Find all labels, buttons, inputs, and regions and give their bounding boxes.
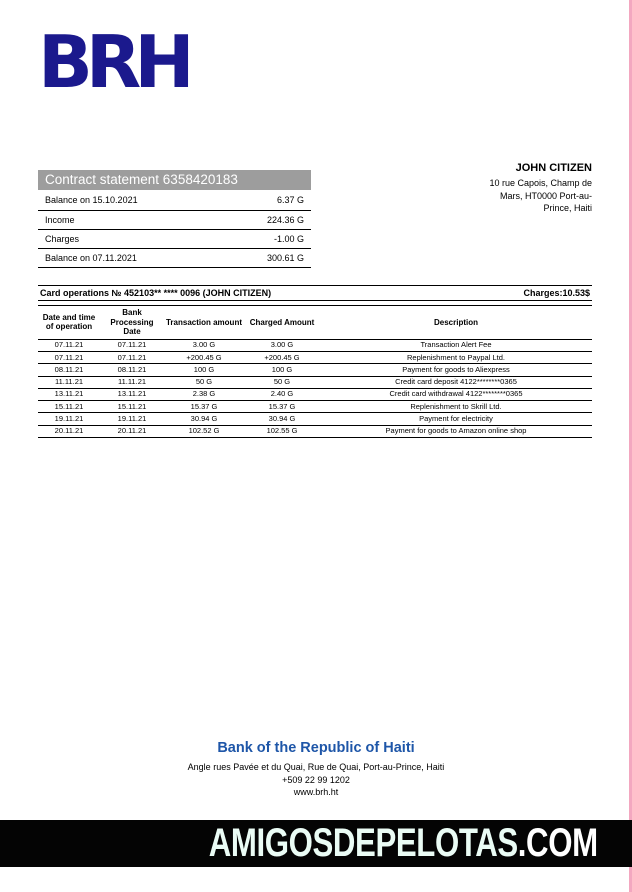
transaction-cell: 102.52 G: [164, 425, 244, 437]
transaction-cell: 20.11.21: [100, 425, 164, 437]
transaction-row: [38, 339, 592, 351]
transaction-cell: 08.11.21: [38, 364, 100, 376]
transaction-cell: 2.38 G: [164, 388, 244, 400]
transaction-cell: 11.11.21: [38, 376, 100, 388]
transaction-cell: Replenishment to Paypal Ltd.: [320, 352, 592, 364]
transaction-cell: 07.11.21: [38, 352, 100, 364]
transaction-row: [38, 376, 592, 388]
transaction-cell: 07.11.21: [38, 339, 100, 351]
bank-phone: +509 22 99 1202: [282, 774, 350, 785]
transaction-row: [38, 425, 592, 437]
transaction-cell: 19.11.21: [100, 413, 164, 425]
card-operations-charges: Charges:10.53$: [523, 288, 590, 298]
watermark-banner: [0, 820, 632, 867]
footer: [0, 740, 632, 799]
transaction-cell: 13.11.21: [100, 388, 164, 400]
transactions-table: [38, 305, 592, 438]
summary-value: 224.36 G: [223, 210, 311, 229]
transaction-cell: 20.11.21: [38, 425, 100, 437]
transaction-row: [38, 364, 592, 376]
watermark-text: [209, 821, 598, 866]
transaction-row: [38, 388, 592, 400]
recipient-address-line-1: 10 rue Capois, Champ de: [489, 178, 592, 188]
transaction-cell: 100 G: [164, 364, 244, 376]
transaction-row: [38, 413, 592, 425]
transaction-cell: 50 G: [244, 376, 320, 388]
transaction-cell: Payment for goods to Aliexpress: [320, 364, 592, 376]
transaction-cell: Replenishment to Skrill Ltd.: [320, 401, 592, 413]
transaction-cell: 13.11.21: [38, 388, 100, 400]
brh-logo: BRH: [38, 20, 188, 104]
card-operations-row: [38, 285, 592, 301]
transaction-cell: 50 G: [164, 376, 244, 388]
col-header-processing-date: Bank Processing Date: [100, 306, 164, 340]
summary-row: [38, 248, 311, 267]
watermark-site-tld: .COM: [518, 821, 598, 865]
summary-value: 6.37 G: [223, 191, 311, 210]
transaction-cell: Transaction Alert Fee: [320, 339, 592, 351]
col-header-description: Description: [320, 306, 592, 340]
transaction-row: [38, 352, 592, 364]
summary-label: Income: [38, 210, 223, 229]
summary-label: Balance on 07.11.2021: [38, 248, 223, 267]
transaction-cell: Credit card withdrawal 4122********0365: [320, 388, 592, 400]
transaction-cell: +200.45 G: [164, 352, 244, 364]
transaction-cell: 11.11.21: [100, 376, 164, 388]
bank-website: www.brh.ht: [293, 787, 339, 798]
transaction-cell: 30.94 G: [244, 413, 320, 425]
summary-row: [38, 191, 311, 210]
transaction-cell: 3.00 G: [164, 339, 244, 351]
summary-value: 300.61 G: [223, 248, 311, 267]
summary-label: Balance on 15.10.2021: [38, 191, 223, 210]
transaction-cell: Payment for goods to Amazon online shop: [320, 425, 592, 437]
transaction-cell: +200.45 G: [244, 352, 320, 364]
transaction-cell: 3.00 G: [244, 339, 320, 351]
summary-row: [38, 229, 311, 248]
col-header-date-of-operation: Date and time of operation: [38, 306, 100, 340]
recipient-address-line-2: Mars, HT0000 Port-au-: [499, 190, 592, 201]
transaction-cell: 15.37 G: [164, 401, 244, 413]
transaction-cell: 102.55 G: [244, 425, 320, 437]
recipient-block: [432, 162, 592, 215]
card-operations-title: Card operations № 452103** **** 0096 (JOHN CITIZEN): [40, 288, 272, 298]
col-header-charged-amount: Charged Amount: [244, 306, 320, 340]
summary-label: Charges: [38, 229, 223, 248]
recipient-address-line-3: Prince, Haiti: [543, 203, 592, 214]
bank-address: Angle rues Pavée et du Quai, Rue de Quai, Port-au-Prince, Haiti: [187, 762, 445, 772]
transaction-cell: 15.37 G: [244, 401, 320, 413]
transaction-cell: Payment for electricity: [320, 413, 592, 425]
watermark-site-name: AMIGOSDEPELOTAS: [209, 821, 519, 865]
transaction-cell: Credit card deposit 4122********0365: [320, 376, 592, 388]
transaction-cell: 2.40 G: [244, 388, 320, 400]
recipient-name: JOHN CITIZEN: [515, 162, 592, 174]
transaction-cell: 100 G: [244, 364, 320, 376]
summary-value: -1.00 G: [223, 229, 311, 248]
summary-body: [38, 191, 311, 267]
transaction-cell: 08.11.21: [100, 364, 164, 376]
transactions-body: [38, 339, 592, 437]
statement-title-bar: Contract statement 6358420183: [38, 170, 311, 190]
transaction-cell: 15.11.21: [38, 401, 100, 413]
transaction-cell: 15.11.21: [100, 401, 164, 413]
transaction-cell: 30.94 G: [164, 413, 244, 425]
transactions-header-row: [38, 306, 592, 340]
transaction-cell: 07.11.21: [100, 352, 164, 364]
transaction-cell: 19.11.21: [38, 413, 100, 425]
transaction-cell: 07.11.21: [100, 339, 164, 351]
summary-table: [38, 191, 311, 268]
col-header-transaction-amount: Transaction amount: [164, 306, 244, 340]
bank-name: Bank of the Republic of Haiti: [217, 740, 415, 756]
transaction-row: [38, 401, 592, 413]
summary-row: [38, 210, 311, 229]
